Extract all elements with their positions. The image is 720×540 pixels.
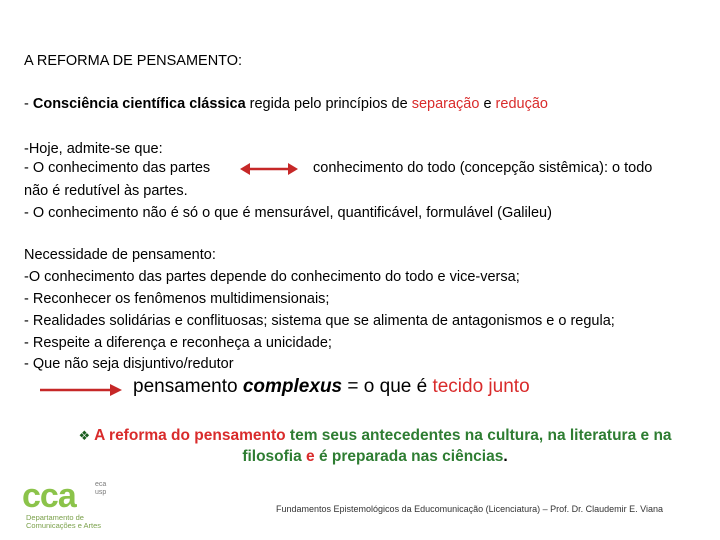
necessity-heading: Necessidade de pensamento: <box>24 247 216 263</box>
not-reducible-line: não é redutível às partes. <box>24 183 188 199</box>
conclusion <box>30 425 720 467</box>
necessity-item-1: -O conhecimento das partes depende do conhecimento do todo e vice-versa; <box>24 269 520 285</box>
conclusion-dot: . <box>503 448 508 465</box>
right-arrow-icon <box>40 383 122 397</box>
logo-cca: cca <box>22 477 76 515</box>
conclusion-and: e <box>301 448 319 465</box>
necessity-item-5: - Que não seja disjuntivo/redutor <box>24 356 234 372</box>
separation-word: separação <box>411 96 480 112</box>
logo-dept <box>26 514 101 530</box>
cca-logo <box>22 478 122 532</box>
today-heading: -Hoje, admite-se que: <box>24 141 163 157</box>
complexus-pre: pensamento <box>133 376 243 397</box>
logo-dept-1: Departamento de <box>26 513 84 522</box>
double-arrow-icon <box>240 162 298 176</box>
conclusion-green-2: filosofia <box>242 448 302 465</box>
conclusion-red: A reforma do pensamento <box>94 427 286 444</box>
whole-knowledge-right: conhecimento do todo (concepção sistêmica): o todo <box>313 160 653 176</box>
galileo-line: - O conhecimento não é só o que é mensurável, quantificável, formulável (Galileu) <box>24 205 552 221</box>
complexus-mid: = o que é <box>342 376 433 397</box>
logo-usp-text: usp <box>95 489 107 496</box>
necessity-item-3: - Realidades solidárias e conflituosas; sistema que se alimenta de antagonismos e o regula; <box>24 313 615 329</box>
logo-eca-text: eca <box>95 481 107 488</box>
classical-science-label: Consciência científica clássica <box>32 96 246 112</box>
woven-together: tecido junto <box>432 376 530 397</box>
diamond-bullet-icon: ❖ <box>78 428 91 443</box>
line1-and: e <box>479 96 496 112</box>
parts-knowledge-left: - O conhecimento das partes <box>24 160 211 176</box>
necessity-item-4: - Respeite a diferença e reconheça a unicidade; <box>24 335 332 351</box>
logo-eca <box>95 481 106 497</box>
necessity-item-2: - Reconhecer os fenômenos multidimensionais; <box>24 291 330 307</box>
conclusion-green-1: tem seus antecedentes na cultura, na literatura e na <box>285 427 672 444</box>
slide-title: A REFORMA DE PENSAMENTO: <box>24 53 243 69</box>
complexus-word: complexus <box>242 376 343 397</box>
classical-science-line <box>24 95 548 113</box>
dash: - <box>24 96 33 112</box>
footer-credit: Fundamentos Epistemológicos da Educomunicação (Licenciatura) – Prof. Dr. Claudemir E. Viana <box>276 504 664 514</box>
line1-mid: regida pelo princípios de <box>245 96 412 112</box>
reduction-word: redução <box>495 96 548 112</box>
complexus-statement <box>133 376 530 398</box>
conclusion-green-3: é preparada nas ciências <box>318 448 504 465</box>
logo-dept-2: Comunicações e Artes <box>26 521 102 530</box>
